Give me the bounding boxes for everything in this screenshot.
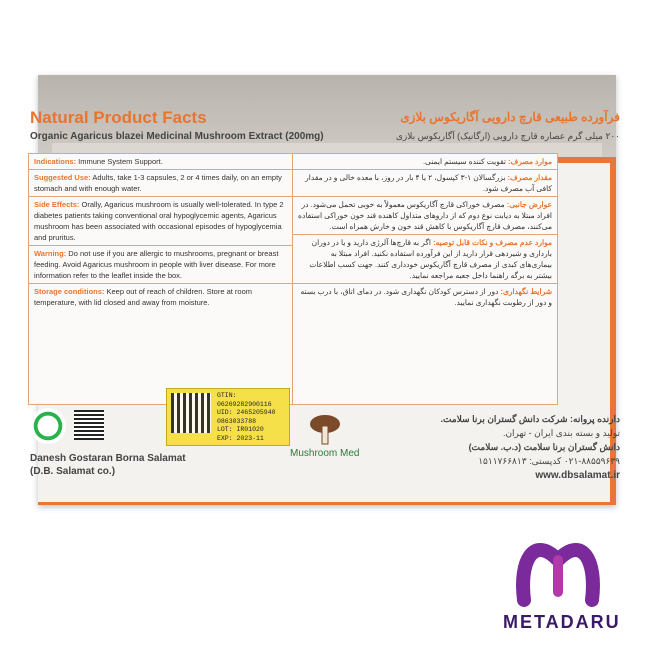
facts-row: شرایط نگهداری: دور از دسترس کودکان نگهداری شود. در دمای اتاق، با درب بسته و دور از رطوبت نگهداری نمایید. xyxy=(300,287,552,307)
sticker-line: LOT: IR01020 xyxy=(217,426,264,433)
title-fa: فرآورده طبیعی قارچ دارویی آگاریکوس بلازی xyxy=(400,110,620,124)
facts-row: Indications: Immune System Support. xyxy=(29,154,293,170)
datamatrix-icon xyxy=(171,393,211,433)
subtitle-en: Organic Agaricus blazei Medicinal Mushroom Extract (200mg) xyxy=(30,131,324,142)
mushroom-med-brand: Mushroom Med xyxy=(290,448,360,459)
gtin-sticker xyxy=(166,388,290,446)
company-fa-line: ۰۲۱-۸۸۵۵۹۶۳۹ کدپستی: ۱۵۱۱۷۶۶۸۱۳ xyxy=(478,456,620,466)
company-name-line: (D.B. Salamat co.) xyxy=(30,466,116,477)
sticker-line: UID: 2465205940 xyxy=(217,409,276,416)
metadaru-wordmark: METADARU xyxy=(503,612,621,632)
company-name-line: Danesh Gostaran Borna Salamat xyxy=(30,453,186,464)
company-fa-line: دارنده پروانه: شرکت دانش گستران برنا سلامت. xyxy=(440,414,620,424)
facts-row: Storage conditions: Keep out of reach of children. Store at room temperature, with lid closed and away from moisture. xyxy=(34,287,253,307)
facts-panel-en xyxy=(28,153,294,405)
facts-row: عوارض جانبی: مصرف خوراکی قارچ آگاریکوس معمولاً به خوبی تحمل می‌شود. در افراد مبتلا به دیابت نوع دوم که از داروهای متداول کاهنده قند خون خوراکی استفاده می‌کنند، مصرف قارچ آگاریکوس با کاهش قند خون و خارش همراه است. xyxy=(293,197,557,235)
facts-panel-fa xyxy=(292,153,558,405)
subtitle-fa: ۲۰۰ میلی گرم عصاره قارچ دارویی (ارگانیک) آگاریکوس بلازی xyxy=(395,131,620,141)
bottom-rule xyxy=(38,502,616,505)
company-logo-icon xyxy=(30,408,66,444)
title-en: Natural Product Facts xyxy=(30,108,207,127)
sticker-line: GTIN: 06269282900116 xyxy=(217,392,272,408)
company-fa-line: تولید و بسته بندی ایران - تهران. xyxy=(502,428,620,438)
company-name-en xyxy=(30,452,186,478)
facts-row: مقدار مصرف: بزرگسالان ۱-۳ کپسول، ۲ یا ۴ بار در روز، با معده خالی و در مقدار کافی آب مصرف شود. xyxy=(293,170,557,197)
sticker-line: EXP: 2023-11 xyxy=(217,434,264,442)
metadaru-logo-icon xyxy=(514,530,602,608)
website-text: www.dbsalamat.ir xyxy=(535,470,620,481)
facts-row: موارد عدم مصرف و نکات قابل توصیه: اگر به قارچ‌ها آلرژی دارید و یا در دوران بارداری و شیردهی قرار دارید از این فرآورده استفاده نکنید. افراد مبتلا به بیماری‌های کبدی از مصرف قارچ آگاریکوس خودداری کنند. جهت کسب اطلاعات بیشتر به برگه راهنما داخل جعبه مراجعه نمایید. xyxy=(293,235,557,284)
sticker-line: 0863033788 xyxy=(217,417,257,425)
facts-row: Suggested Use: Adults, take 1-3 capsules, 2 or 4 times daily, on an empty stomach and with enough water. xyxy=(29,170,293,197)
facts-row: Side Effects: Orally, Agaricus mushroom is usually well-tolerated. In type 2 diabetes patients taking conventional oral hypoglycemic agents, Agaricus mushroom has been associated with occasional episodes of hypoglycemia and pruritus. xyxy=(29,197,293,246)
company-info-fa xyxy=(441,412,620,468)
facts-row: Warning: Do not use if you are allergic to mushrooms, pregnant or breast feeding. Avoid Agaricus mushroom in people with liver disease. For more information refer to the leaflet inside the box. xyxy=(29,246,293,284)
qr-code-icon xyxy=(74,410,104,440)
company-fa-line: دانش گستران برنا سلامت (د.ب. سلامت) xyxy=(468,442,620,452)
mushroom-med-logo-icon xyxy=(308,412,342,446)
facts-row: موارد مصرف: تقویت کننده سیستم ایمنی. xyxy=(293,154,557,170)
